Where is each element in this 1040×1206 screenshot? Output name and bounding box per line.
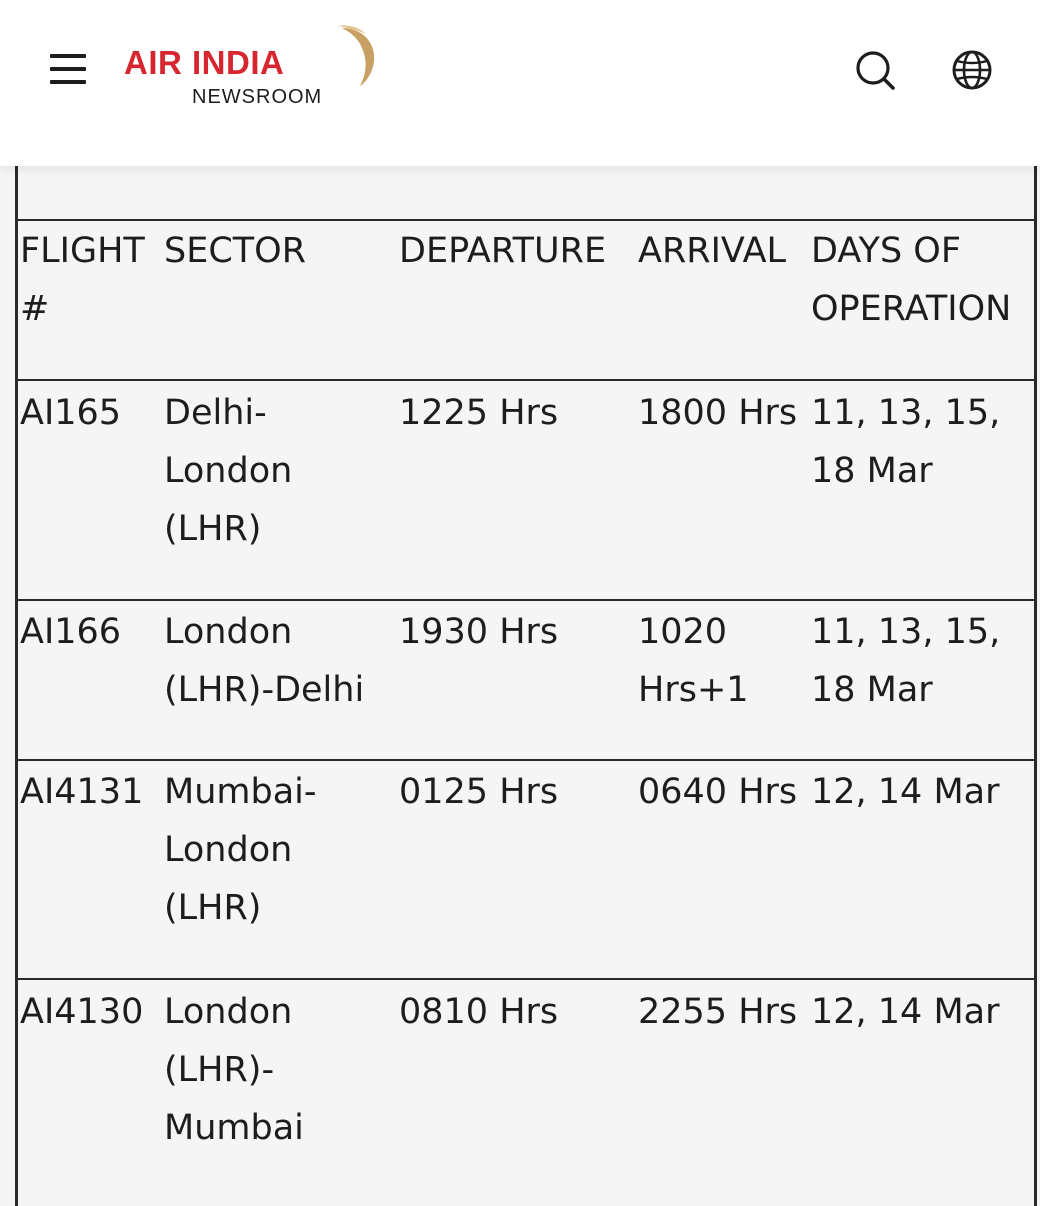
- table-rule: [18, 219, 1034, 221]
- cell-arrival: 2255 Hrs: [638, 992, 798, 1032]
- cell-days: 12, 14 Mar: [811, 772, 1000, 812]
- column-header-days: DAYS OF OPERATION: [811, 231, 1012, 329]
- cell-days: 11, 13, 15, 18 Mar: [811, 393, 1001, 491]
- cell-sector: London (LHR)- Mumbai: [164, 992, 304, 1148]
- cell-departure: 0125 Hrs: [399, 772, 559, 812]
- cell-flight: AI4130: [20, 992, 144, 1032]
- air-india-newsroom-logo[interactable]: [124, 24, 384, 114]
- cell-arrival: 1800 Hrs: [638, 393, 798, 433]
- cell-departure: 1930 Hrs: [399, 612, 559, 652]
- brand-title: AIR INDIA: [124, 44, 285, 81]
- brand-subtitle: NEWSROOM: [192, 86, 323, 108]
- hamburger-menu-icon[interactable]: [50, 54, 86, 84]
- cell-departure: 0810 Hrs: [399, 992, 559, 1032]
- column-header-arrival: ARRIVAL: [638, 231, 787, 271]
- cell-days: 11, 13, 15, 18 Mar: [811, 612, 1001, 710]
- table-rule: [18, 379, 1034, 381]
- table-rule: [18, 599, 1034, 601]
- cell-sector: Delhi- London (LHR): [164, 393, 293, 549]
- cell-flight: AI165: [20, 393, 122, 433]
- site-header: [0, 0, 1040, 166]
- globe-icon[interactable]: [948, 46, 996, 94]
- column-header-flight: FLIGHT #: [20, 231, 145, 329]
- cell-days: 12, 14 Mar: [811, 992, 1000, 1032]
- cell-sector: Mumbai- London (LHR): [164, 772, 317, 928]
- cell-sector: London (LHR)-Delhi: [164, 612, 365, 710]
- cell-flight: AI4131: [20, 772, 144, 812]
- search-icon[interactable]: [851, 46, 899, 94]
- logo-swoosh-icon: [336, 24, 380, 86]
- flight-schedule-table: [15, 166, 1037, 1206]
- cell-departure: 1225 Hrs: [399, 393, 559, 433]
- cell-arrival: 1020 Hrs+1: [638, 612, 749, 710]
- cell-flight: AI166: [20, 612, 122, 652]
- table-rule: [18, 978, 1034, 980]
- column-header-departure: DEPARTURE: [399, 231, 607, 271]
- cell-arrival: 0640 Hrs: [638, 772, 798, 812]
- table-rule: [18, 759, 1034, 761]
- column-header-sector: SECTOR: [164, 231, 307, 271]
